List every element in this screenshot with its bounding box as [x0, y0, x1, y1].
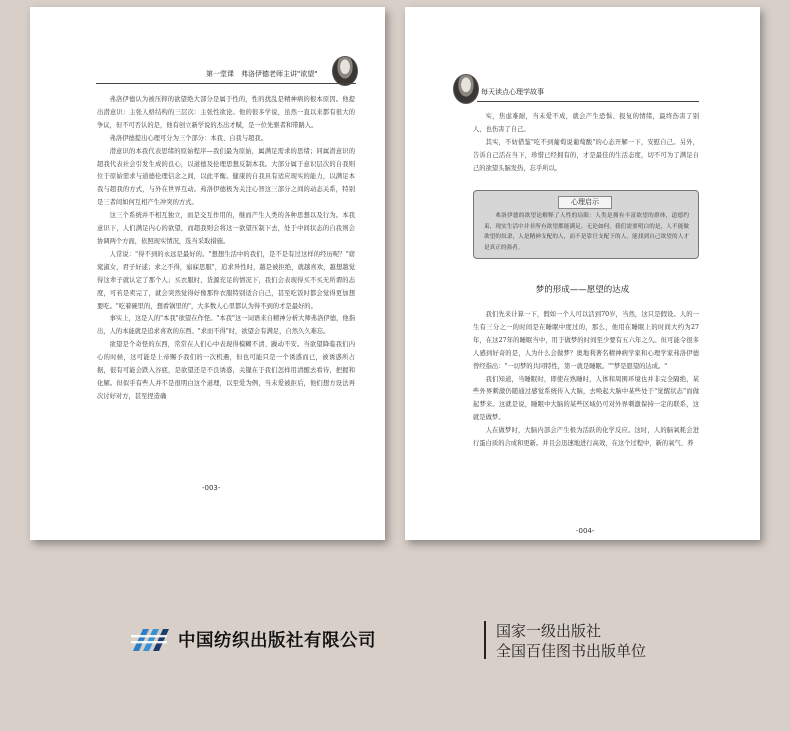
body-paragraph: 我们先来计算一下，假如一个人可以活到70岁，当然，这只是假设。人的一生有三分之一的时间是在睡眠中度过的，那么，他用在睡眠上的时间大约为27年，在这27年的睡眠当中，用于做梦的时间至少要有五六年之久。但可能令很多人感到好奇的是，人为什么会做梦？奥地利著名精神病学家和心理学家弗洛伊德曾经指出："一切梦的共同特性，第一就是睡眠。""梦是愿望的达成。": [473, 311, 699, 370]
left-page-number: -003-: [202, 484, 221, 492]
logo-divider: [484, 621, 486, 659]
right-page-header: 每天读点心理学故事: [481, 88, 544, 96]
body-paragraph: 这三个系统并不相互独立，而是交互作用的，继而产生人类的各种思想以及行为。本我意识下，人们满足内心的欲望，而超我则会将这一欲望压制下去，处于中间状态的自我则会协调两个方面，依照现实情况，选当采取措施。: [97, 212, 355, 245]
body-paragraph: 其实，不妨借鉴"吃不到葡萄说葡萄酸"的心态开解一下，安慰自己。另外，告诉自己活在当下，珍惜已经拥有的，才是最佳的生活态度，切不可为了满足自己的欲望头脑发热，忘乎所以。: [473, 138, 699, 172]
right-book-page: [405, 7, 760, 540]
body-paragraph: 潜意识的本我代表思绪的原始程序—我们最为原始，属满足需求的思绪；同属潜意识的超我代表社会引发生成的良心，以道德及伦理思想反制本我。大部分属于意识层次的自我则位于原始需求与道德伦理信念之间，以此平衡。健康的自我具有适应现实的能力，以满足本我与超我的方式，与外在世界互动。弗洛伊德极为关注心智这三部分之间的动态关系，特别是三者间如何互相产生冲突的方式。: [97, 147, 355, 207]
freud-portrait: [332, 56, 358, 86]
publisher-logo-icon: [129, 623, 169, 653]
tip-title: 心理启示: [558, 196, 612, 209]
right-page-body-bottom: [473, 309, 699, 451]
right-page-number: -004-: [576, 527, 595, 535]
right-page-body-top: [473, 111, 699, 176]
right-header-rule: [477, 101, 699, 102]
left-book-page: [30, 7, 385, 540]
publisher-name: 中国纺织出版社有限公司: [178, 631, 376, 651]
body-paragraph: 人在做梦时，大脑内部会产生极为活跃的化学反应。这时，人的脑氧耗会进行蛋白质的合成和更新。并且会迅速地进行高效，在这个过程中，新的氧气、养: [473, 427, 699, 448]
tip-paragraph: 弗洛伊德的欲望论解释了人性的局限：人类是拥有丰富欲望的群体，道德约束，现实生活中并非所有欲望都能满足。无论如何，我们需要明白的是，人不能做欲望的奴隶，人是精神支配的人，而不是靠官支配下的人，能找到自己欲望的人才是真正的强者。: [484, 213, 689, 251]
left-page-body: [97, 94, 355, 404]
left-header-rule: [96, 83, 356, 84]
section-title: 梦的形成——愿望的达成: [535, 285, 630, 295]
body-paragraph: 人常说："得不到的永远是最好的。"想想生活中的我们，是不是有过这样的经历呢？"窈窕淑女，君子好逑；求之不得，寤寐思服"，追求异性时，越是被拒绝，就越喜欢，越想越觉得这辈子就认定了那个人；买衣服时，货源充足的情况下，我们会表现得买不买无所谓的态度，可若是卖完了，就会突然觉得好像那件衣服特别适合自己，甚至吃饭时都会觉得更加想要吃。"吃着碗里的，想看锅里的"，大多数人心里都认为得不到的才是最好的。: [97, 250, 355, 310]
body-paragraph: 我们知道，当睡眠时，即使在熟睡时，人体和周围环境也并非完全隔绝，某些外界刺激仍随通过感觉系统传入大脑，去唤起大脑中某些处于"觉醒状态"而做起梦来。这就是说，睡眠中大脑的某些区域仍可对外界刺激保持一定的联系，这就是做梦。: [473, 375, 699, 422]
freud-portrait-right: [453, 74, 479, 104]
tip-text: [484, 211, 689, 253]
body-paragraph: 欲望是个奇怪的东西，常常在人们心中表现得模糊不清、躁动不安。当欲望降临我们内心的时候，这可能是上帝赐予我们的一次机遇，但也可能只是一个诱惑而已，被诱惑所占据，很有可能会跌入谷底，是欲望还是不良诱惑，关键在于我们怎样用清醒去看待，把握和化解。但似乎有些人并不是很明白这个道理，以至爱为例，当未爱被拒后，他们想方设法再次讨好对方，甚至捏造确: [97, 341, 355, 400]
body-paragraph: 实，焦虑难耐，当未爱不成，就会产生恐惧、报复的情绪，最终伤害了别人，也伤害了自己。: [473, 113, 699, 133]
publisher-tag-line-1: 国家一级出版社: [496, 622, 602, 640]
left-page-header: 第一堂课 弗洛伊德老师主讲"欲望": [206, 70, 318, 78]
body-paragraph: 弗洛伊德认为被压抑的欲望绝大部分是属于性的，性的扰乱是精神病的根本原因。他提出潜意识：主张人格结构的三层次：主张性欲论。他的很多学说，虽然一直以来都有很大的争议，但不可否认的是，他有创立新学说的杰出才赋，是一位先驱者和带路人。: [97, 96, 355, 129]
psychology-tip-box: [473, 190, 699, 259]
body-paragraph: 弗洛伊德提出心理可分为三个部分：本我、自我与超我。: [109, 134, 268, 142]
publisher-tag-line-2: 全国百佳图书出版单位: [496, 642, 647, 660]
body-paragraph: 事实上，这是人的"本我"欲望在作怪。"本我"这一词语来自精神分析大师弗洛伊德，他指出，人的本能就是追求喜欢的东西。"求而不得"时，欲望会有满足，自然久久难忘。: [97, 315, 355, 336]
